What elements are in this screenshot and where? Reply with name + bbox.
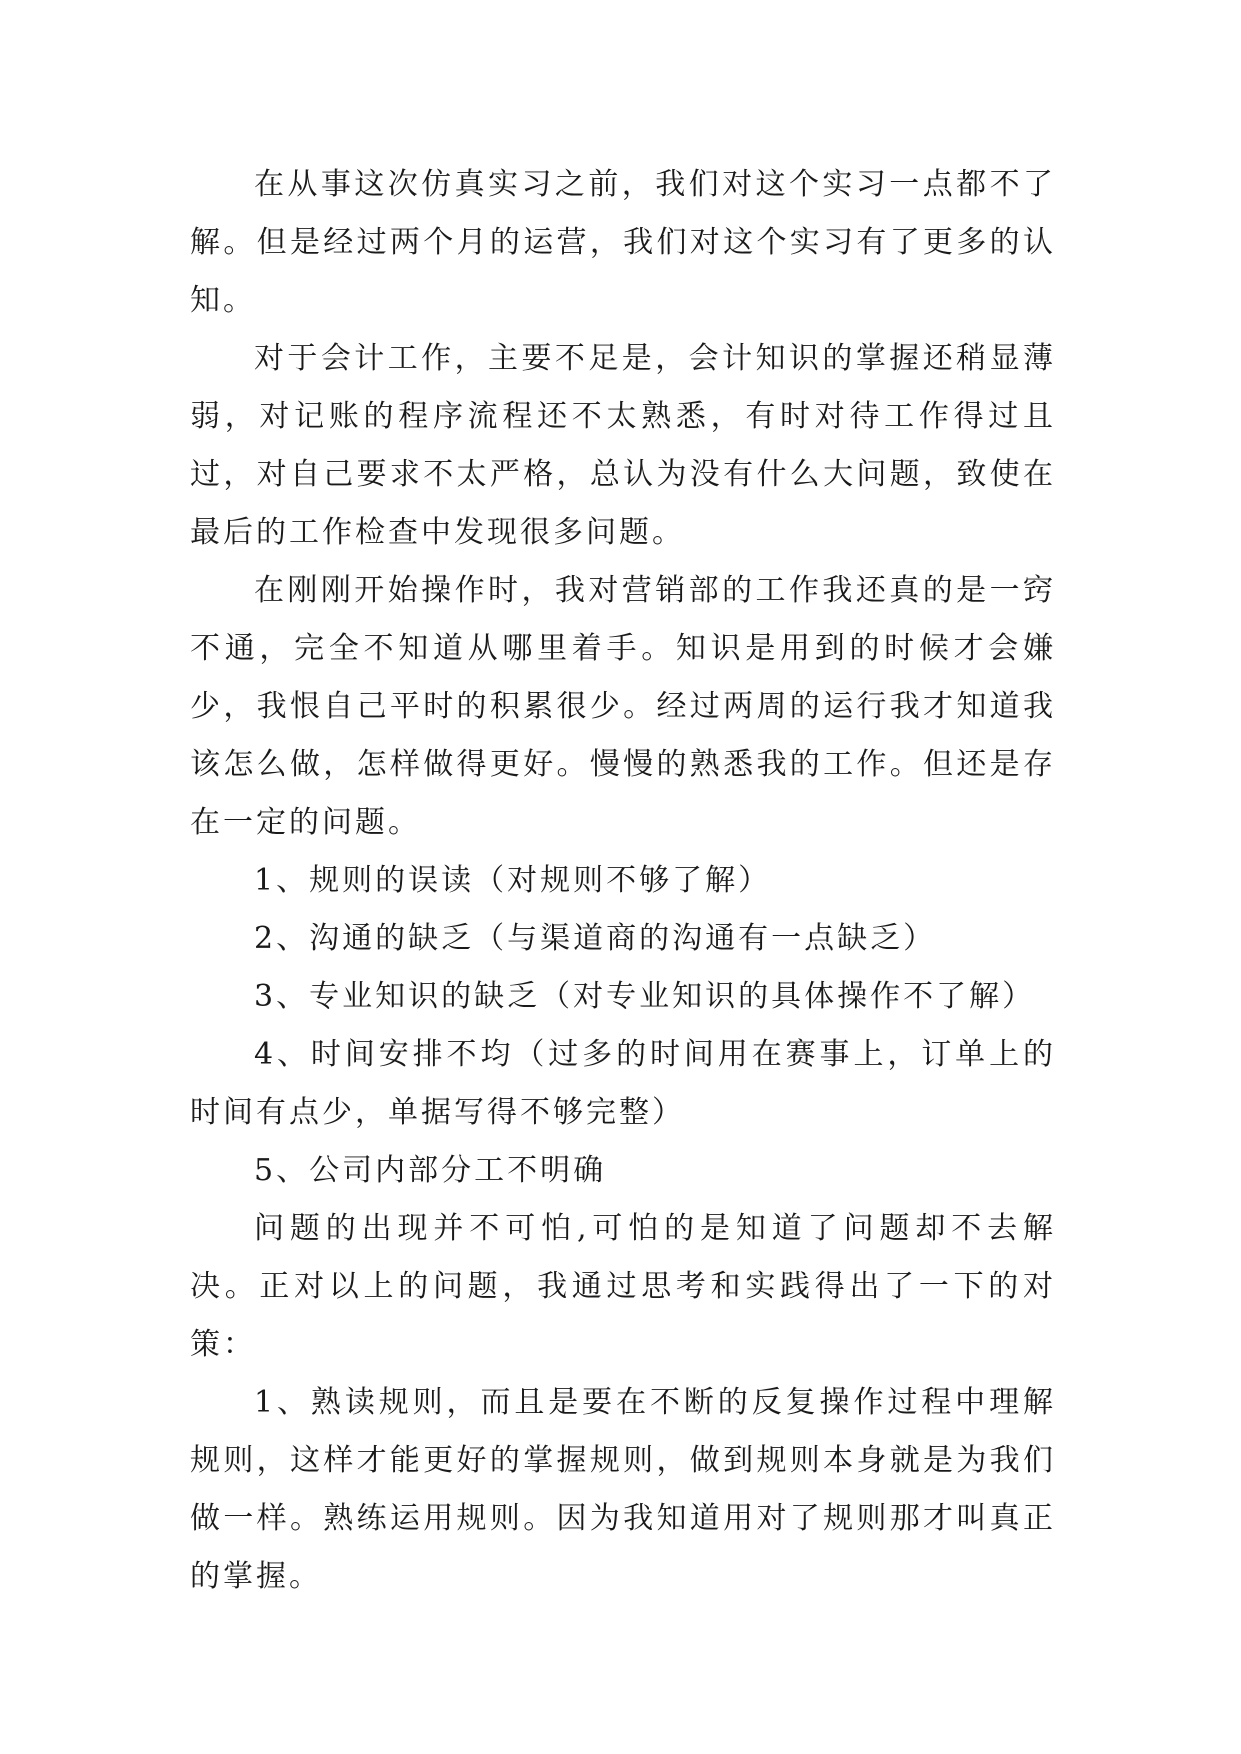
paragraph-countermeasures-intro: 问题的出现并不可怕,可怕的是知道了问题却不去解决。正对以上的问题，我通过思考和实践得出了一下的对策： [190, 1211, 1056, 1362]
list-item-problem-3: 3、专业知识的缺乏（对专业知识的具体操作不了解） [254, 979, 1036, 1014]
list-item-problem-4: 4、时间安排不均（过多的时间用在赛事上，订单上的时间有点少，单据写得不够完整） [190, 1037, 1056, 1130]
paragraph-marketing: 在刚刚开始操作时，我对营销部的工作我还真的是一窍不通，完全不知道从哪里着手。知识是用到的时候才会嫌少，我恨自己平时的积累很少。经过两周的运行我才知道我该怎么做，怎样做得更好。慢慢的熟悉我的工作。但还是存在一定的问题。 [190, 573, 1056, 840]
list-item-problem-2: 2、沟通的缺乏（与渠道商的沟通有一点缺乏） [254, 921, 937, 956]
document-body [190, 156, 1056, 1606]
paragraph-intro: 在从事这次仿真实习之前，我们对这个实习一点都不了解。但是经过两个月的运营，我们对这个实习有了更多的认知。 [190, 167, 1056, 318]
list-item-problem-5: 5、公司内部分工不明确 [254, 1153, 607, 1188]
list-item-countermeasure-1: 1、熟读规则，而且是要在不断的反复操作过程中理解规则，这样才能更好的掌握规则，做到规则本身就是为我们做一样。熟练运用规则。因为我知道用对了规则那才叫真正的掌握。 [190, 1385, 1056, 1594]
list-item-problem-1: 1、规则的误读（对规则不够了解） [254, 863, 772, 898]
paragraph-accounting: 对于会计工作，主要不足是，会计知识的掌握还稍显薄弱，对记账的程序流程还不太熟悉，有时对待工作得过且过，对自己要求不太严格，总认为没有什么大问题，致使在最后的工作检查中发现很多问题。 [190, 341, 1056, 550]
